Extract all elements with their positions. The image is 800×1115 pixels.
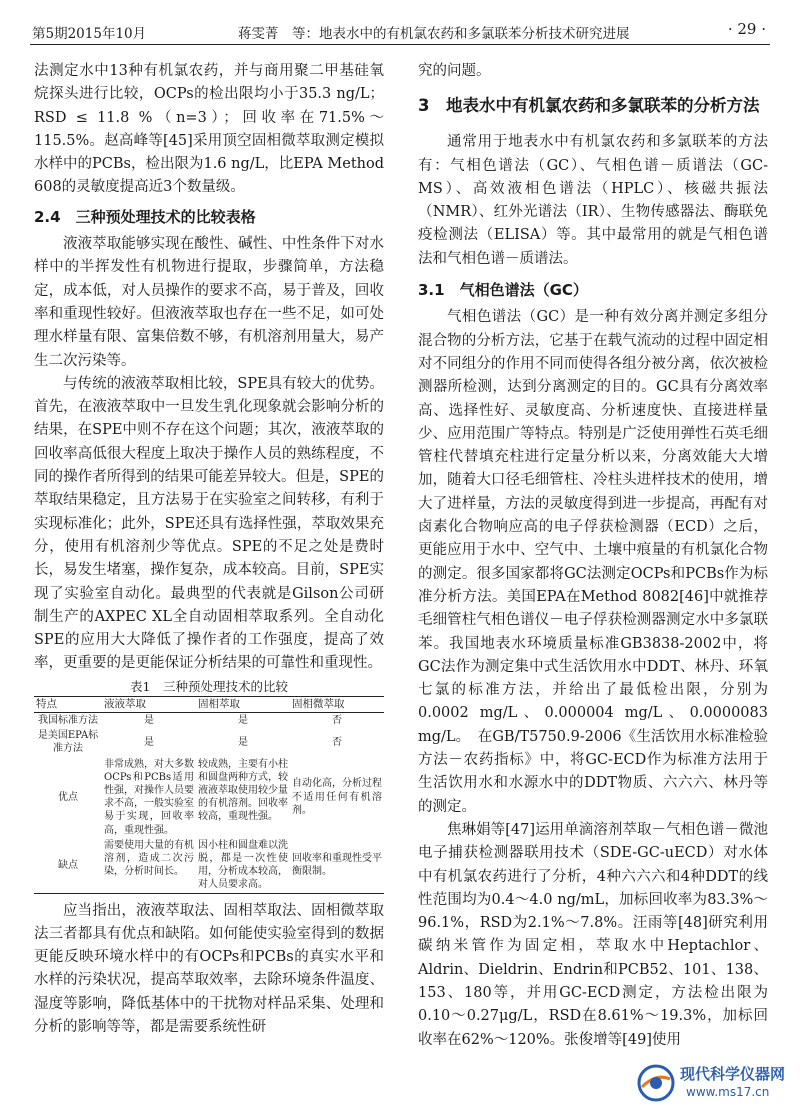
table-header-cell: 特点 <box>34 696 102 712</box>
right-column <box>418 60 768 1052</box>
table-cell: 需要使用大量的有机溶剂，造成二次污染，分析时间长。 <box>102 838 196 893</box>
left-column <box>34 60 384 1039</box>
table-row <box>34 838 384 893</box>
table-caption: 表1 三种预处理技术的比较 <box>130 678 288 694</box>
paragraph-continued: 法测定水中13种有机氯农药，并与商用聚二甲基硅氧烷探头进行比较，OCPs的检出限均小于35.3 ng/L；RSD ≤ 11.8 %（n=3）；回收率在71.5%～115.5%。赵高峰等[45]采用顶空固相微萃取测定模拟水样中的PCBs，检出限为1.6 ng/L，比EPA Method 608的灵敏度提高近3个数量级。 <box>34 63 384 196</box>
paragraph: 焦琳娟等[47]运用单滴溶剂萃取－气相色谱－微池电子捕获检测器联用技术（SDE-GC-uECD）对水体中有机氯农药进行了分析，4种六六六和4种DDT的线性范围均为0.4～4.0 ng/mL，加标回收率为83.3%～96.1%，RSD为2.1%～7.8%。汪雨等[48]研究利用碳纳米管作为固定相，萃取水中Heptachlor、Aldrin、Dieldrin、Endrin和PCB52、101、138、153、180等，并用GC-ECD测定，方法检出限为0.10～0.27μg/L，RSD在8.61%～19.3%，加标回收率在62%～120%。张俊增等[49]使用 <box>418 821 768 1048</box>
table-row <box>34 757 384 838</box>
watermark-url: www.ms17.cn <box>686 1085 770 1099</box>
section-heading-3-1: 3.1 气相色谱法（GC） <box>418 281 588 300</box>
site-watermark <box>636 1061 786 1105</box>
table-cell: 优点 <box>58 791 78 803</box>
paragraph: 与传统的液液萃取相比较，SPE具有较大的优势。首先，在液液萃取中一旦发生乳化现象就会影响分析的结果，在SPE中则不存在这个问题；其次，液液萃取的回收率高低很大程度上取决于操作人员的熟练程度，不同的操作者所得到的结果可能差异较大。但是，SPE的萃取结果稳定，且方法易于在实验室之间转移，有利于实现标准化；此外，SPE还具有选择性强，萃取效果充分，使用有机溶剂少等优点。SPE的不足之处是费时长，易发生堵塞，操作复杂，成本较高。目前，SPE实现了实验室自动化。最典型的代表就是Gilson公司研制生产的AXPEC XL全自动固相萃取系列。全自动化SPE的应用大大降低了操作者的工作强度，提高了效率，更重要的是更能保证分析结果的可靠性和重现性。 <box>34 375 384 672</box>
table-cell: 我国标准方法 <box>38 714 98 726</box>
comparison-table <box>34 696 384 894</box>
page-number: · 29 · <box>727 20 766 38</box>
table-cell: 是 <box>238 736 248 748</box>
table-cell: 回收率和重现性受平衡限制。 <box>290 838 384 893</box>
table-cell: 因小柱和圆盘难以洗脱，都是一次性使用，分析成本较高，对人员要求高。 <box>196 838 290 893</box>
paragraph: 应当指出，液液萃取法、固相萃取法、固相微萃取法三者都具有优点和缺陷。如何能使实验室得到的数据更能反映环境水样中的有OCPs和PCBs的真实水平和水样的污染状况，提高萃取效率，去除环境条件温度、湿度等影响，降低基体中的干扰物对样品采集、处理和分析的影响等等，都是需要系统性研 <box>34 902 384 1036</box>
table-cell: 否 <box>332 714 342 726</box>
globe-logo-icon <box>636 1063 676 1103</box>
section-heading-3: 3 地表水中有机氯农药和多氯联苯的分析方法 <box>418 96 760 116</box>
issue-info: 第5期2015年10月 <box>32 26 147 42</box>
paragraph-continued: 究的问题。 <box>418 63 491 79</box>
table-cell: 自动化高，分析过程不适用任何有机溶剂。 <box>292 778 382 816</box>
watermark-name: 现代科学仪器网 <box>680 1065 786 1083</box>
running-title: 蒋雯菁 等：地表水中的有机氯农药和多氯联苯分析技术研究进展 <box>238 26 630 42</box>
table-cell: 否 <box>332 736 342 748</box>
table-cell: 是 <box>144 736 154 748</box>
table-header-row <box>34 696 384 712</box>
paragraph: 液液萃取能够实现在酸性、碱性、中性条件下对水样中的半挥发性有机物进行提取，步骤简单，方法稳定，成本低，对人员操作的要求不高，易于普及，回收率和重现性较好。但液液萃取也存在一些不足，如可处理水样量有限、富集倍数不够，有机溶剂用量大，易产生二次污染等。 <box>34 236 384 369</box>
section-heading-2-4: 2.4 三种预处理技术的比较表格 <box>34 207 256 226</box>
table-cell: 是美国EPA标准方法 <box>37 730 99 755</box>
table-cell: 较成熟，主要有小柱和圆盘两种方式，较液液萃取使用较少量的有机溶剂。回收率较高，重现性强。 <box>198 758 288 823</box>
table-cell: 缺点 <box>34 838 102 893</box>
table-cell: 是 <box>144 714 154 726</box>
paragraph: 通常用于地表水中有机氯农药和多氯联苯的方法有：气相色谱法（GC）、气相色谱－质谱法（GC-MS）、高效液相色谱法（HPLC）、核磁共振法（NMR）、红外光谱法（IR）、生物传感器法、酶联免疫检测法（ELISA）等。其中最常用的就是气相色谱法和气相色谱－质谱法。 <box>418 134 768 267</box>
table-row <box>34 728 384 756</box>
paragraph: 气相色谱法（GC）是一种有效分离并测定多组分混合物的分析方法，它基于在载气流动的过程中固定相对不同组分的作用不同而使得各组分被分离，依次被检测器所检测，达到分离测定的目的。GC具有分离效率高、选择性好、灵敏度高、分析速度快、直接进样量少、应用范围广等特点。特别是广泛使用弹性石英毛细管柱代替填充柱进行定量分析以来，分离效能大大增加，随着大口径毛细管柱、冷柱头进样技术的使用，增大了进样量，方法的灵敏度得到进一步提高，再配有对卤素化合物响应高的电子俘获检测器（ECD）之后，更能应用于水中、空气中、土壤中痕量的有机氯化合物的测定。很多国家都将GC法测定OCPs和PCBs作为标准分析方法。美国EPA在Method 8082[46]中就推荐毛细管柱气相色谱仪－电子俘获检测器测定水中多氯联苯。我国地表水环境质量标准GB3838-2002中，将GC法作为测定集中式生活饮用水中DDT、林丹、环氧七氯的标准方法，并给出了最低检出限，分别为0.0002 mg/L、0.000004 mg/L、0.0000083 mg/L。 在GB/T5750.9-2006《生活饮用水标准检验方法－农药指标》中，将GC-ECD作为标准方法用于生活饮用水和水源水中的DDT物质、六六六、林丹等的测定。 <box>418 309 768 815</box>
running-header <box>30 14 770 45</box>
table-cell: 非常成熟，对大多数OCPs和PCBs适用性强，对操作人员要求不高，一般实验室易于实现，回收率高，重现性强。 <box>104 758 194 836</box>
table-cell: 是 <box>238 714 248 726</box>
table-header-cell: 固相萃取 <box>196 696 290 712</box>
table-header-cell: 固相微萃取 <box>290 696 384 712</box>
table-row <box>34 712 384 728</box>
table-header-cell: 液液萃取 <box>102 696 196 712</box>
